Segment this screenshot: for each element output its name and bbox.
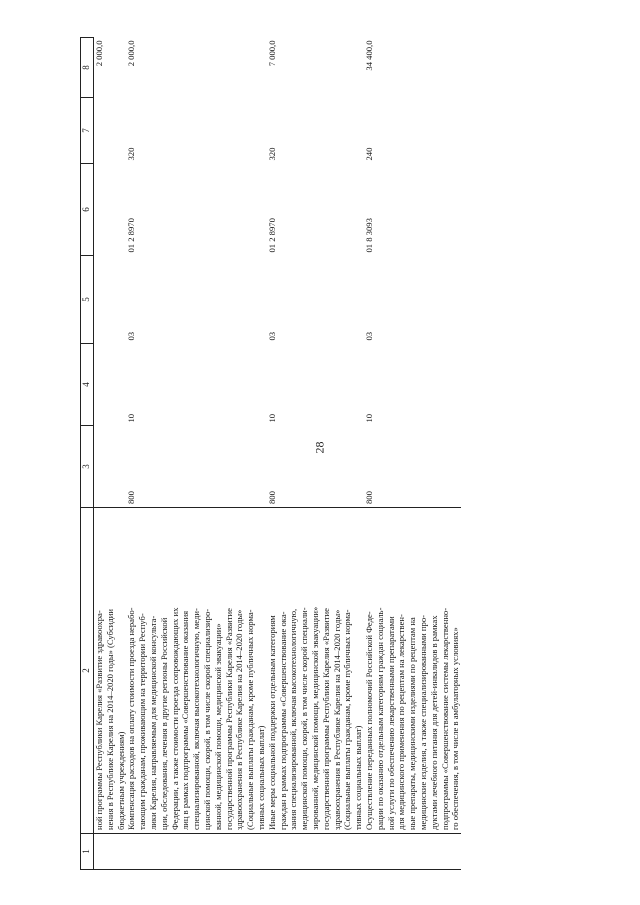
row-description: Осуществление переданных полномочий Российской Феде- рации по оказанию отдельным категориям граждан социаль- ной услуги по обеспечению лекарственными препаратами для медицинского применения по рецептам на лекарствен- ные препараты, медицинскими изделиями по рецептам на медицинские изделия, а также специализированными про- дуктами лечебного питания для детей-инвалидов в рамках подпрограммы «Совершенствование системы лекарственно- го обеспечения, в том числе в амбулаторных условиях» — [364, 508, 461, 834]
row-col6: 01 2 8970 — [126, 218, 137, 253]
row-col3: 800 — [266, 491, 277, 504]
row-index-cell — [267, 834, 364, 870]
row-col6 — [94, 164, 127, 256]
row-description: Компенсация расходов на оплату стоимости проезда нерабо- тающим гражданам, проживающим на территории Респуб- лики Карелия, направляемым для медицинской консульта- ции, обследования, лечения в другие регионы Российской Федерации, а также стоимости проезда сопровождающих их лиц в рамках подпрограммы «Совершенствование оказания специализированной, включая высокотехнологичную, меди- цинской помощи, скорой, в том числе скорой специализиро- ванной, медицинской помощи, медицинской эвакуации» государственной программы Республики Карелия «Развитие здравоохранения в Республике Карелия на 2014–2020 годы» (Социальные выплаты гражданам, кроме публичных норма- тивных социальных выплат) — [126, 508, 266, 834]
row-col6: 01 8 3093 — [363, 218, 374, 253]
table-row — [94, 38, 127, 870]
row-col6: 01 2 8970 — [266, 218, 277, 253]
row-col5: 03 — [126, 331, 137, 341]
row-col5 — [94, 256, 127, 344]
row-amount: 34 400,0 — [363, 40, 374, 71]
row-description: Иные меры социальной поддержки отдельным категориям граждан в рамках подпрограммы «Совершенствование ока- зания специализированной, включая высокотехнологичную, медицинской помощи, скорой, в том числе скорой специали- зированной, медицинской помощи, медицинской эвакуации» государственной программы Республики Карелия «Развитие здравоохранения в Республике Карелия на 2014–2020 годы» (Социальные выплаты гражданам, кроме публичных норма- тивных социальных выплат) — [267, 508, 364, 834]
header-col-8: 8 — [81, 38, 94, 98]
budget-table-page — [80, 38, 610, 870]
row-amount: 2 000,0 — [94, 40, 104, 67]
header-col-1: 1 — [81, 834, 94, 870]
row-col3: 800 — [126, 491, 137, 504]
row-description: ной программы Республики Карелия «Развитие здравоохра- нения в Республике Карелия на 2014–2020 годы» (Субсидии бюджетным учреждениям) — [94, 508, 127, 834]
row-col4 — [94, 344, 127, 426]
header-col-7: 7 — [81, 98, 94, 164]
budget-table — [80, 37, 461, 870]
row-amount: 2 000,0 — [126, 40, 137, 67]
row-col7: 320 — [266, 147, 277, 161]
row-index-cell — [364, 834, 461, 870]
row-col3 — [94, 426, 127, 508]
row-col4: 10 — [266, 413, 277, 423]
table-row — [364, 38, 461, 870]
row-col7: 320 — [126, 147, 137, 161]
row-col3: 800 — [363, 491, 374, 504]
header-col-2: 2 — [81, 508, 94, 834]
table-header-row — [81, 38, 94, 870]
row-index-cell — [126, 834, 266, 870]
row-amount: 7 000,0 — [266, 40, 277, 67]
header-col-3: 3 — [81, 426, 94, 508]
table-row — [126, 38, 266, 870]
row-index-cell — [94, 834, 127, 870]
page-number: 28 — [312, 441, 327, 454]
row-col5: 03 — [266, 331, 277, 341]
row-col7: 240 — [363, 147, 374, 161]
row-col4: 10 — [126, 413, 137, 423]
row-col5: 03 — [363, 331, 374, 341]
header-col-5: 5 — [81, 256, 94, 344]
table-row — [267, 38, 364, 870]
row-col4: 10 — [363, 413, 374, 423]
row-col7 — [94, 98, 127, 164]
header-col-6: 6 — [81, 164, 94, 256]
header-col-4: 4 — [81, 344, 94, 426]
